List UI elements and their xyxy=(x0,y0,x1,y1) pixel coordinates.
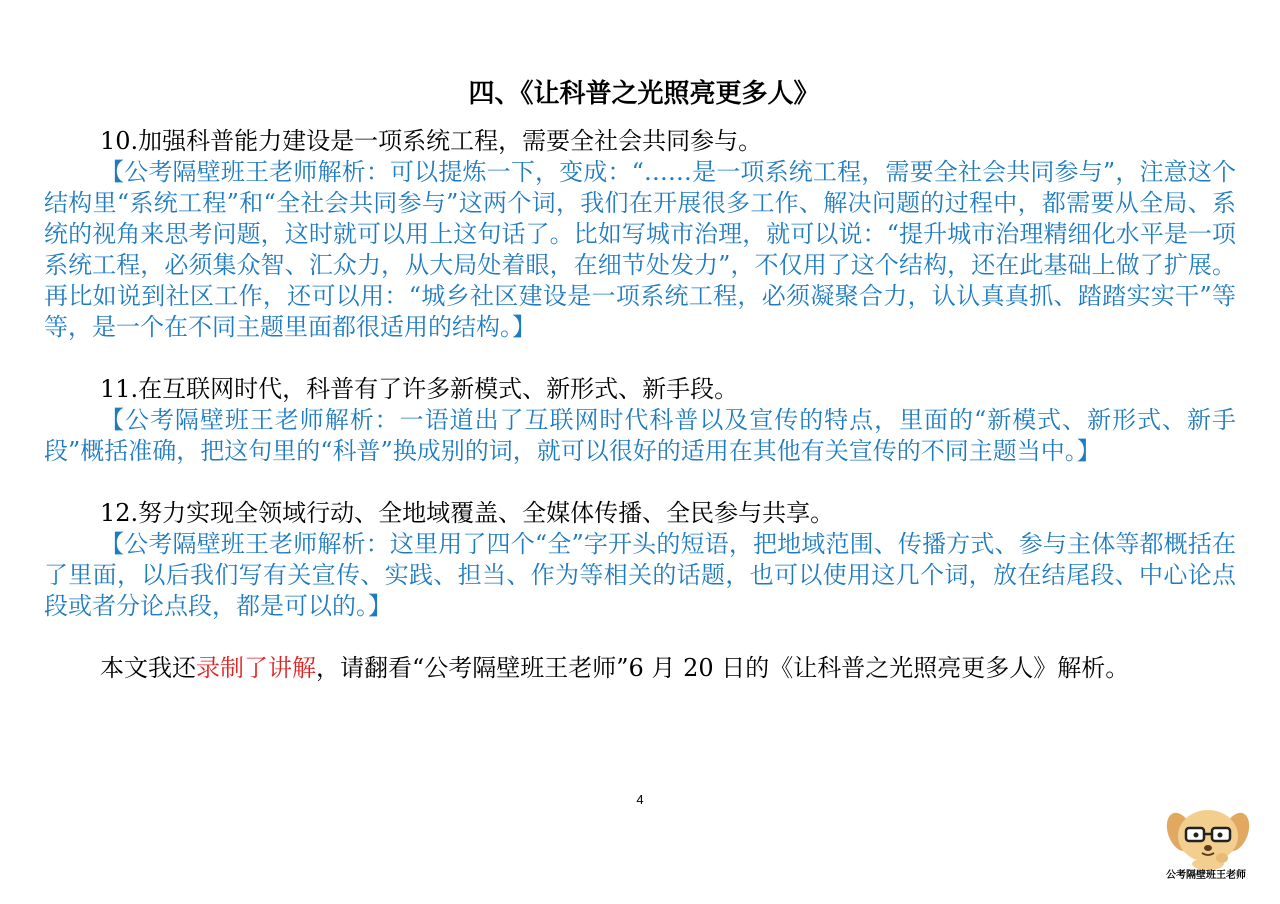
section-title: 四、《让科普之光照亮更多人》 xyxy=(468,79,820,109)
item-10-analysis: 【公考隔壁班王老师解析：可以提炼一下，变成：“……是一项系统工程，需要全社会共同参与”，注意这个结构里“系统工程”和“全社会共同参与”这两个词，我们在开展很多工作、解决问题的过程中，都需要从全局、系统的视角来思考问题，这时就可以用上这句话了。比如写城市治理，就可以说：“提升城市治理精细化水平是一项系统工程，必须集众智、汇众力，从大局处着眼，在细节处发力”，不仅用了这个结构，还在此基础上做了扩展。再比如说到社区工作，还可以用：“城乡社区建设是一项系统工程，必须凝聚合力，认认真真抓、踏踏实实干”等等，是一个在不同主题里面都很适用的结构。】 xyxy=(44,158,1236,341)
item-12-analysis: 【公考隔壁班王老师解析：这里用了四个“全”字开头的短语，把地域范围、传播方式、参与主体等都概括在了里面，以后我们写有关宣传、实践、担当、作为等相关的话题，也可以使用这几个词，放在结尾段、中心论点段或者分论点段，都是可以的。】 xyxy=(44,530,1236,620)
spacer xyxy=(44,622,1236,653)
logo-caption: 公考隔壁班王老师 xyxy=(1166,870,1246,881)
spacer xyxy=(44,467,1236,498)
closing-paragraph xyxy=(44,653,1236,684)
spacer xyxy=(44,343,1236,374)
item-11-analysis: 【公考隔壁班王老师解析：一语道出了互联网时代科普以及宣传的特点，里面的“新模式、新形式、新手段”概括准确，把这句里的“科普”换成别的词，就可以很好的适用在其他有关宣传的不同主题当中。】 xyxy=(44,406,1236,465)
document-page xyxy=(44,74,1236,684)
closing-highlight: 录制了讲解 xyxy=(196,654,316,682)
closing-text-after: ，请翻看“公考隔壁班王老师”6 月 20 日的《让科普之光照亮更多人》解析。 xyxy=(316,654,1130,682)
item-11-question: 11.在互联网时代，科普有了许多新模式、新形式、新手段。 xyxy=(100,375,739,403)
item-12-question: 12.努力实现全领域行动、全地域覆盖、全媒体传播、全民参与共享。 xyxy=(100,499,835,527)
page-number: 4 xyxy=(636,792,644,807)
closing-text-before: 本文我还 xyxy=(100,654,196,682)
item-10-question: 10.加强科普能力建设是一项系统工程，需要全社会共同参与。 xyxy=(100,127,763,155)
